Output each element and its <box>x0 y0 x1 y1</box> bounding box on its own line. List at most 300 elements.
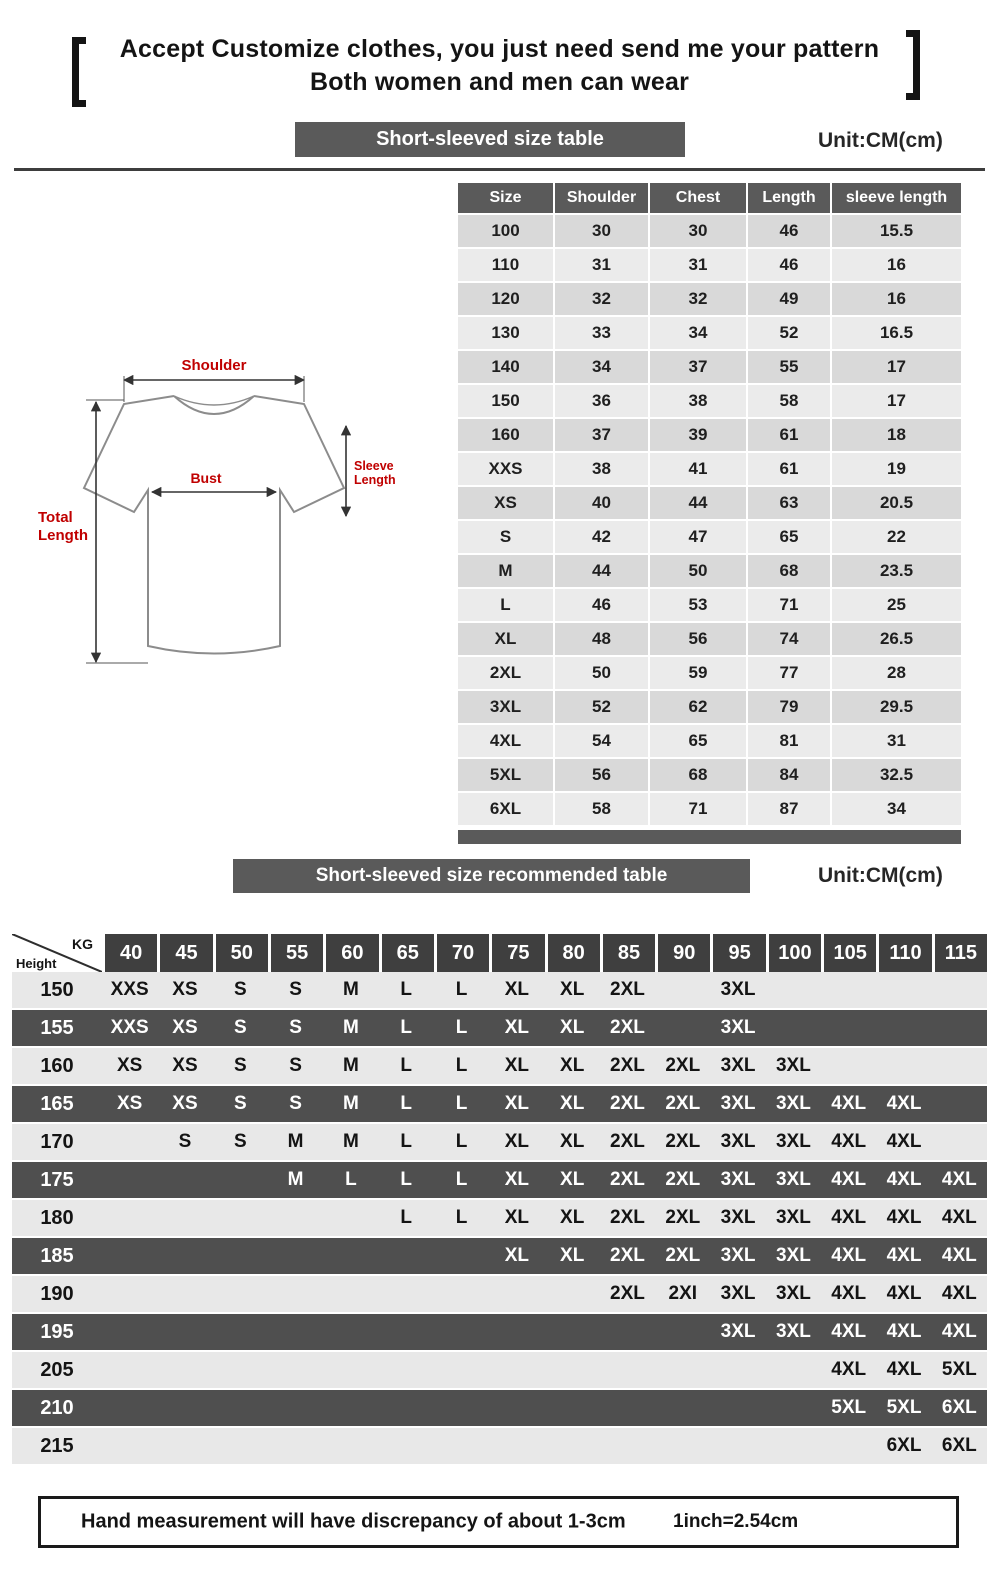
rec-size-cell <box>268 1200 323 1236</box>
rec-row-165 <box>12 1086 987 1124</box>
size-value: 68 <box>650 759 748 793</box>
size-label: 110 <box>458 249 555 283</box>
rec-size-cell: 4XL <box>886 1321 922 1342</box>
size-row-2XL <box>458 657 963 691</box>
height-label: 195 <box>40 1321 74 1343</box>
height-axis-label: Height <box>16 956 57 971</box>
rec-size-cell <box>434 1390 489 1426</box>
rec-size-cell <box>876 972 931 1008</box>
rec-row-215 <box>12 1428 987 1466</box>
rec-size-cell: XL <box>504 1207 529 1228</box>
rec-size-cell: 2XL <box>665 1131 701 1152</box>
rec-size-cell <box>876 1048 931 1084</box>
rec-size-cell: L <box>345 1169 357 1190</box>
rec-size-cell: XL <box>504 1017 529 1038</box>
size-label: S <box>458 521 555 555</box>
measurement-note: Hand measurement will have discrepancy of about 1-3cm <box>81 1510 626 1533</box>
rec-size-cell <box>489 1390 544 1426</box>
height-label: 190 <box>40 1283 74 1305</box>
rec-size-cell: L <box>400 1055 413 1076</box>
rec-size-cell <box>102 1314 157 1350</box>
rec-size-cell <box>821 1048 876 1084</box>
size-value: 63 <box>748 487 832 521</box>
rec-size-cell <box>157 1200 212 1236</box>
size-value: 62 <box>650 691 748 725</box>
size-value: 59 <box>650 657 748 691</box>
height-label: 185 <box>40 1245 74 1267</box>
rec-size-cell <box>268 1238 323 1274</box>
rec-size-cell <box>655 1390 710 1426</box>
size-label: 4XL <box>458 725 555 759</box>
rec-size-cell <box>489 1428 544 1464</box>
rec-size-cell <box>710 1428 765 1464</box>
rec-size-cell <box>213 1352 268 1388</box>
rec-size-cell: M <box>287 1131 304 1152</box>
rec-size-cell <box>434 1314 489 1350</box>
rec-size-cell: 3XL <box>775 1169 811 1190</box>
rec-size-cell <box>600 1428 655 1464</box>
rec-size-cell: 4XL <box>886 1169 922 1190</box>
height-label: 165 <box>40 1093 74 1115</box>
size-row-100 <box>458 215 963 249</box>
rec-size-cell: 4XL <box>941 1169 977 1190</box>
rec-size-cell: 4XL <box>886 1131 922 1152</box>
kg-header-60: 60 <box>323 934 378 972</box>
rec-size-cell <box>213 1276 268 1312</box>
rec-size-cell: 4XL <box>831 1093 867 1114</box>
rec-size-cell: XS <box>116 1093 143 1114</box>
rec-size-cell: S <box>233 1017 247 1038</box>
size-value: 41 <box>650 453 748 487</box>
size-value: 46 <box>748 249 832 283</box>
size-table-header-shoulder: Shoulder <box>555 183 650 215</box>
size-value: 34 <box>650 317 748 351</box>
rec-size-cell: 2XL <box>665 1093 701 1114</box>
size-value: 23.5 <box>832 555 963 589</box>
rec-size-cell <box>268 1428 323 1464</box>
size-label: 130 <box>458 317 555 351</box>
size-value: 56 <box>555 759 650 793</box>
rec-size-cell: 2XL <box>610 1169 645 1190</box>
size-value: 42 <box>555 521 650 555</box>
shoulder-label: Shoulder <box>181 357 247 374</box>
size-value: 47 <box>650 521 748 555</box>
rec-size-cell: 3XL <box>720 979 756 1000</box>
rec-size-cell: M <box>342 979 359 1000</box>
size-row-XL <box>458 623 963 657</box>
rec-size-cell <box>545 1428 600 1464</box>
rec-size-cell <box>489 1276 544 1312</box>
rec-size-cell <box>379 1390 434 1426</box>
size-value: 81 <box>748 725 832 759</box>
size-value: 22 <box>832 521 963 555</box>
rec-size-cell <box>932 1124 987 1160</box>
rec-size-cell: 3XL <box>720 1093 756 1114</box>
footer-note-box <box>38 1496 959 1548</box>
size-row-S <box>458 521 963 555</box>
rec-size-cell: L <box>400 1017 413 1038</box>
size-value: 28 <box>832 657 963 691</box>
size-value: 30 <box>650 215 748 249</box>
rec-size-cell: 4XL <box>941 1207 977 1228</box>
rec-size-cell: L <box>400 979 413 1000</box>
rec-size-cell: S <box>233 1093 247 1114</box>
rec-size-cell: 2XL <box>665 1169 701 1190</box>
rec-size-cell: 5XL <box>831 1397 867 1418</box>
rec-size-cell: XS <box>116 1055 143 1076</box>
rec-size-cell: 2XL <box>665 1245 701 1266</box>
size-value: 50 <box>650 555 748 589</box>
rec-size-cell: L <box>455 1169 468 1190</box>
rec-size-cell <box>379 1428 434 1464</box>
divider-line <box>14 168 985 171</box>
size-value: 38 <box>555 453 650 487</box>
rec-size-cell <box>268 1314 323 1350</box>
size-row-M <box>458 555 963 589</box>
size-value: 16 <box>832 249 963 283</box>
size-row-5XL <box>458 759 963 793</box>
rec-size-cell <box>157 1238 212 1274</box>
size-value: 48 <box>555 623 650 657</box>
rec-size-cell: 3XL <box>775 1245 811 1266</box>
rec-size-cell <box>766 1352 821 1388</box>
rec-size-cell <box>489 1314 544 1350</box>
size-row-160 <box>458 419 963 453</box>
rec-size-cell <box>102 1238 157 1274</box>
rec-size-cell: XL <box>504 1169 529 1190</box>
rec-size-cell: L <box>455 1093 468 1114</box>
size-table-header-size: Size <box>458 183 555 215</box>
rec-size-cell: XL <box>504 1093 529 1114</box>
size-row-150 <box>458 385 963 419</box>
size-label: 2XL <box>458 657 555 691</box>
size-value: 49 <box>748 283 832 317</box>
rec-size-cell: 3XL <box>720 1245 756 1266</box>
kg-header-70: 70 <box>434 934 489 972</box>
size-value: 30 <box>555 215 650 249</box>
rec-size-cell: XL <box>560 1131 585 1152</box>
size-value: 54 <box>555 725 650 759</box>
weight-header-cells <box>102 934 987 972</box>
rec-size-cell <box>545 1352 600 1388</box>
kg-header-75: 75 <box>489 934 544 972</box>
rec-size-cell <box>268 1390 323 1426</box>
rec-size-cell: 2XL <box>665 1055 701 1076</box>
rec-size-cell: XL <box>560 1093 585 1114</box>
rec-row-190 <box>12 1276 987 1314</box>
rec-size-cell: S <box>289 979 302 1000</box>
tshirt-outline <box>84 396 344 654</box>
rec-size-cell: 6XL <box>941 1397 977 1418</box>
size-value: 20.5 <box>832 487 963 521</box>
rec-size-cell: L <box>455 1131 468 1152</box>
rec-row-205 <box>12 1352 987 1390</box>
rec-size-cell: M <box>342 1055 359 1076</box>
rec-size-cell <box>379 1276 434 1312</box>
size-label: XXS <box>458 453 555 487</box>
size-value: 34 <box>555 351 650 385</box>
size-value: 55 <box>748 351 832 385</box>
rec-size-cell: M <box>287 1169 304 1190</box>
size-value: 16.5 <box>832 317 963 351</box>
rec-size-cell: XS <box>172 1093 198 1114</box>
rec-size-cell: 4XL <box>886 1093 922 1114</box>
rec-size-cell <box>323 1200 378 1236</box>
rec-size-cell <box>157 1352 212 1388</box>
rec-row-160 <box>12 1048 987 1086</box>
rec-size-cell: S <box>233 1131 247 1152</box>
rec-size-cell: L <box>400 1207 413 1228</box>
rec-size-cell: L <box>455 1207 468 1228</box>
rec-size-cell <box>710 1352 765 1388</box>
rec-size-cell: M <box>342 1131 359 1152</box>
size-value: 65 <box>748 521 832 555</box>
rec-size-cell: 2XL <box>610 979 645 1000</box>
size-row-140 <box>458 351 963 385</box>
rec-size-cell: XL <box>504 1131 529 1152</box>
rec-size-cell <box>323 1276 378 1312</box>
rec-size-cell: XS <box>172 979 198 1000</box>
rec-size-cell: 3XL <box>775 1321 811 1342</box>
rec-size-cell <box>876 1010 931 1046</box>
size-value: 29.5 <box>832 691 963 725</box>
kg-header-55: 55 <box>268 934 323 972</box>
size-table-body <box>458 215 963 827</box>
rec-size-cell: 4XL <box>831 1169 867 1190</box>
rec-size-cell <box>766 1390 821 1426</box>
size-value: 46 <box>748 215 832 249</box>
size-value: 65 <box>650 725 748 759</box>
rec-size-cell: 5XL <box>886 1397 922 1418</box>
rec-size-cell <box>213 1162 268 1198</box>
rec-size-cell: 2XL <box>610 1017 645 1038</box>
rec-size-cell <box>932 972 987 1008</box>
rec-size-cell: L <box>455 1055 468 1076</box>
size-value: 25 <box>832 589 963 623</box>
rec-size-cell: 3XL <box>775 1207 811 1228</box>
rec-size-cell: L <box>455 979 468 1000</box>
size-label: 5XL <box>458 759 555 793</box>
rec-size-cell <box>323 1428 378 1464</box>
rec-size-cell: XL <box>560 979 585 1000</box>
rec-size-cell: 2XL <box>610 1245 645 1266</box>
size-value: 77 <box>748 657 832 691</box>
rec-size-cell <box>379 1352 434 1388</box>
kg-header-90: 90 <box>655 934 710 972</box>
rec-size-cell <box>434 1238 489 1274</box>
rec-size-cell: XL <box>560 1245 585 1266</box>
kg-header-65: 65 <box>379 934 434 972</box>
size-label: 140 <box>458 351 555 385</box>
rec-size-cell: 4XL <box>941 1321 977 1342</box>
rec-size-cell: XL <box>504 1245 529 1266</box>
size-table-footer-bar <box>458 830 961 844</box>
rec-size-cell: S <box>233 1055 247 1076</box>
size-value: 52 <box>555 691 650 725</box>
rec-size-cell: 3XL <box>720 1131 756 1152</box>
size-table-header-row <box>458 183 963 215</box>
rec-size-cell <box>268 1276 323 1312</box>
rec-row-155 <box>12 1010 987 1048</box>
bust-label: Bust <box>190 470 222 486</box>
rec-size-cell <box>379 1314 434 1350</box>
size-table-unit-label: Unit:CM(cm) <box>818 129 943 152</box>
rec-size-cell: L <box>400 1131 413 1152</box>
rec-size-cell: XXS <box>110 1017 149 1038</box>
height-label: 210 <box>40 1397 74 1419</box>
rec-size-cell <box>489 1352 544 1388</box>
size-row-XXS <box>458 453 963 487</box>
size-row-130 <box>458 317 963 351</box>
rec-size-cell: XL <box>560 1017 585 1038</box>
size-table-header-chest: Chest <box>650 183 748 215</box>
size-table-banner: Short-sleeved size table <box>295 122 685 157</box>
rec-size-cell: 2XL <box>610 1131 645 1152</box>
rec-size-cell: 4XL <box>886 1207 922 1228</box>
size-value: 58 <box>748 385 832 419</box>
tshirt-collar <box>174 396 254 405</box>
rec-size-cell <box>323 1352 378 1388</box>
rec-size-cell: 2XI <box>668 1283 698 1304</box>
size-value: 44 <box>650 487 748 521</box>
size-value: 32.5 <box>832 759 963 793</box>
size-value: 71 <box>650 793 748 827</box>
rec-size-cell: XL <box>504 979 529 1000</box>
rec-size-cell: 4XL <box>941 1283 977 1304</box>
page-title <box>0 33 999 99</box>
rec-size-cell: S <box>289 1055 302 1076</box>
size-label: L <box>458 589 555 623</box>
kg-header-110: 110 <box>876 934 931 972</box>
rec-size-cell: 2XL <box>665 1207 701 1228</box>
size-value: 87 <box>748 793 832 827</box>
kg-header-95: 95 <box>710 934 765 972</box>
rec-row-210 <box>12 1390 987 1428</box>
size-value: 58 <box>555 793 650 827</box>
size-value: 53 <box>650 589 748 623</box>
size-value: 61 <box>748 419 832 453</box>
total-length-label-1: Total <box>38 509 73 526</box>
rec-size-cell <box>157 1314 212 1350</box>
size-value: 40 <box>555 487 650 521</box>
rec-size-cell: 4XL <box>831 1245 867 1266</box>
rec-size-cell: S <box>289 1093 302 1114</box>
rec-size-cell <box>545 1390 600 1426</box>
rec-size-cell: 3XL <box>775 1055 811 1076</box>
rec-size-cell: 3XL <box>720 1169 756 1190</box>
rec-size-cell <box>932 1010 987 1046</box>
rec-size-cell: S <box>289 1017 302 1038</box>
rec-size-cell: S <box>233 979 247 1000</box>
rec-row-175 <box>12 1162 987 1200</box>
sleeve-length-label-1: Sleeve <box>354 459 394 473</box>
rec-size-cell <box>102 1352 157 1388</box>
size-value: 39 <box>650 419 748 453</box>
rec-size-cell <box>821 1010 876 1046</box>
rec-size-cell <box>655 1314 710 1350</box>
rec-size-cell: 4XL <box>831 1283 867 1304</box>
rec-size-cell <box>157 1276 212 1312</box>
rec-size-cell <box>600 1390 655 1426</box>
size-row-4XL <box>458 725 963 759</box>
rec-size-cell: L <box>400 1093 413 1114</box>
size-row-6XL <box>458 793 963 827</box>
height-label: 170 <box>40 1131 74 1153</box>
rec-size-cell <box>213 1200 268 1236</box>
size-label: 100 <box>458 215 555 249</box>
size-value: 74 <box>748 623 832 657</box>
inch-conversion: 1inch=2.54cm <box>673 1511 799 1532</box>
recommended-table-unit-label: Unit:CM(cm) <box>818 864 943 887</box>
rec-size-cell <box>379 1238 434 1274</box>
rec-size-cell <box>157 1428 212 1464</box>
size-value: 71 <box>748 589 832 623</box>
rec-size-cell <box>157 1162 212 1198</box>
rec-size-cell <box>821 1428 876 1464</box>
size-table <box>458 183 963 827</box>
rec-size-cell: XL <box>560 1169 585 1190</box>
size-value: 61 <box>748 453 832 487</box>
size-value: 15.5 <box>832 215 963 249</box>
kg-header-80: 80 <box>545 934 600 972</box>
rec-size-cell: 4XL <box>941 1245 977 1266</box>
rec-size-cell <box>102 1390 157 1426</box>
recommended-table-banner: Short-sleeved size recommended table <box>233 859 750 893</box>
rec-size-cell <box>102 1200 157 1236</box>
height-label: 175 <box>40 1169 74 1191</box>
size-value: 17 <box>832 351 963 385</box>
header-line-1: Accept Customize clothes, you just need send me your pattern <box>119 35 880 63</box>
header-line-2: Both women and men can wear <box>309 68 690 96</box>
tshirt-measurement-diagram <box>28 350 440 695</box>
size-value: 34 <box>832 793 963 827</box>
rec-size-cell: L <box>400 1169 413 1190</box>
rec-size-cell: 4XL <box>831 1321 867 1342</box>
rec-row-185 <box>12 1238 987 1276</box>
rec-size-cell: 4XL <box>831 1359 867 1380</box>
rec-size-cell <box>213 1428 268 1464</box>
rec-size-cell: 3XL <box>775 1093 811 1114</box>
size-value: 33 <box>555 317 650 351</box>
rec-size-cell <box>710 1390 765 1426</box>
rec-size-cell: 3XL <box>775 1283 811 1304</box>
size-value: 37 <box>650 351 748 385</box>
size-table-header-sleeve-length: sleeve length <box>832 183 963 215</box>
rec-size-cell <box>434 1352 489 1388</box>
rec-size-cell: XS <box>172 1055 198 1076</box>
size-value: 50 <box>555 657 650 691</box>
rec-size-cell: 4XL <box>886 1359 922 1380</box>
rec-size-cell <box>655 1352 710 1388</box>
sleeve-length-label-2: Length <box>354 473 396 487</box>
size-value: 46 <box>555 589 650 623</box>
rec-row-195 <box>12 1314 987 1352</box>
size-row-3XL <box>458 691 963 725</box>
height-label: 180 <box>40 1207 74 1229</box>
rec-row-170 <box>12 1124 987 1162</box>
rec-size-cell: 2XL <box>610 1093 645 1114</box>
rec-size-cell <box>323 1238 378 1274</box>
size-value: 79 <box>748 691 832 725</box>
rec-size-cell <box>323 1314 378 1350</box>
size-value: 19 <box>832 453 963 487</box>
rec-size-cell <box>323 1390 378 1426</box>
size-value: 17 <box>832 385 963 419</box>
rec-size-cell <box>434 1428 489 1464</box>
rec-size-cell: 3XL <box>720 1283 756 1304</box>
rec-size-cell <box>545 1314 600 1350</box>
height-label: 155 <box>40 1017 74 1039</box>
